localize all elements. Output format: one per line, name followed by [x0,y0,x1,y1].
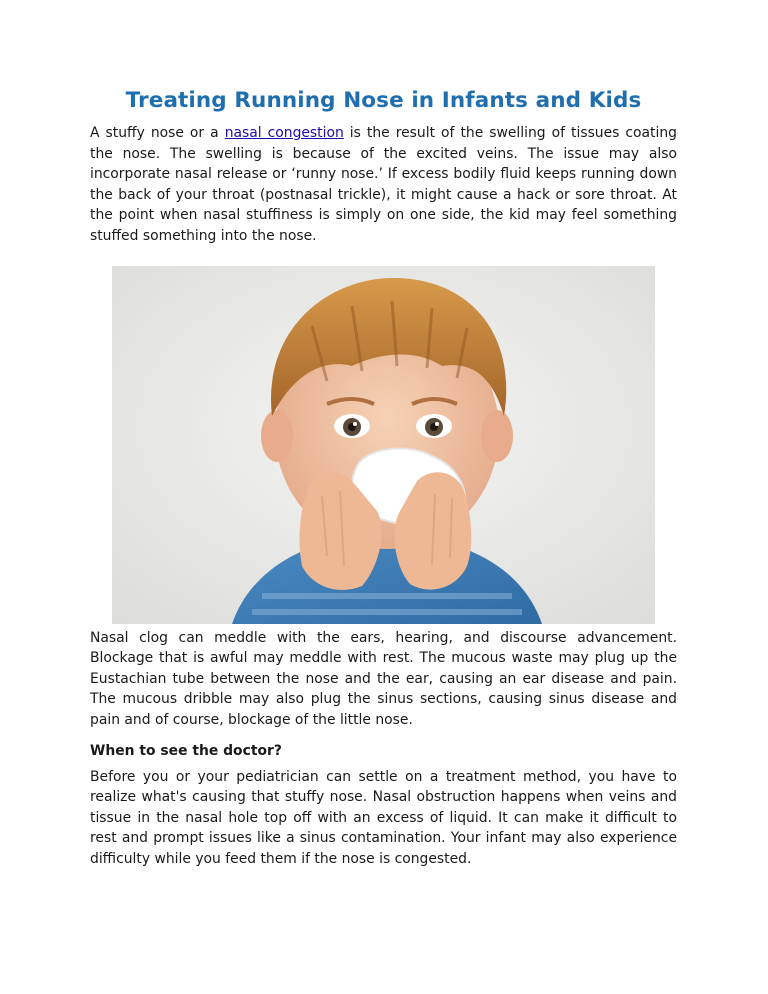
document-page [90,88,677,870]
intro-paragraph [90,123,677,247]
page-title: Treating Running Nose in Infants and Kids [125,88,642,113]
clog-paragraph: Nasal clog can meddle with the ears, hearing, and discourse advancement. Blockage that is awful may meddle with rest. The mucous waste may plug up the Eustachian tube between the nose and the ear, causing an ear disease and pain. The mucous dribble may also plug the sinus sections, causing sinus disease and pain and of course, blockage of the little nose. [90,629,677,728]
treatment-paragraph: Before you or your pediatrician can settle on a treatment method, you have to realize what's causing that stuffy nose. Nasal obstruction happens when veins and tissue in the nasal hole top off with an excess of liquid. It can make it difficult to rest and prompt issues like a sinus contamination. Your infant may also experience difficulty while you feed them if the nose is congested. [90,768,677,867]
child-photo-illustration [112,266,655,624]
intro-text-start: A stuffy nose or a [90,125,225,141]
intro-text-end: is the result of the swelling of tissues coating the nose. The swelling is because of the excited veins. The issue may also incorporate nasal release or ‘runny nose.’ If excess bodily fluid keeps running down the back of your throat (postnasal trickle), it might cause a hack or sore throat. At the point when nasal stuffiness is simply on one side, the kid may feel something stuffed something into the nose. [90,125,677,244]
nasal-congestion-link[interactable]: nasal congestion [224,125,344,141]
child-blowing-nose-photo [112,266,655,624]
section-heading-doctor: When to see the doctor? [90,742,282,759]
